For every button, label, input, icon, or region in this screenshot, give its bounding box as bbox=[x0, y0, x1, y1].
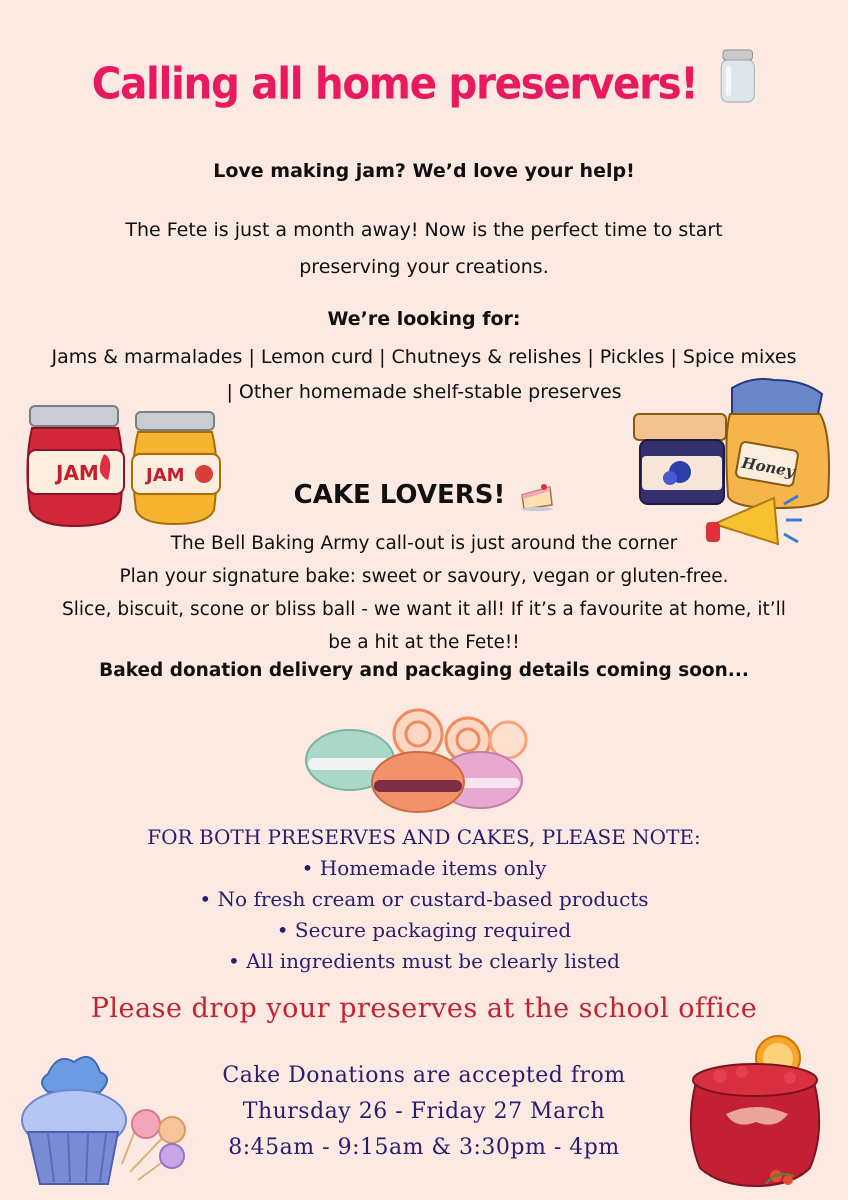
donation-dates: Thursday 26 - Friday 27 March bbox=[242, 1099, 606, 1124]
macarons-illustration bbox=[300, 700, 540, 818]
looking-for-list: Jams & marmalades | Lemon curd | Chutneys & relishes | Pickles | Spice mixes | Other homemade shelf-stable preserves bbox=[51, 346, 797, 403]
cake-line-1: The Bell Baking Army call-out is just around the corner bbox=[170, 533, 678, 554]
jam-label-2: JAM bbox=[146, 465, 185, 486]
looking-for-heading: We’re looking for: bbox=[327, 308, 521, 330]
cake-title-text: CAKE LOVERS! bbox=[293, 480, 506, 510]
cake-delivery-note: Baked donation delivery and packaging details coming soon... bbox=[99, 660, 749, 681]
intro-text: The Fete is just a month away! Now is the perfect time to start preserving your creations. bbox=[125, 219, 723, 278]
note-item-3: • Secure packaging required bbox=[276, 918, 572, 942]
note-title: FOR BOTH PRESERVES AND CAKES, PLEASE NOTE: bbox=[147, 825, 701, 849]
drop-off-instruction: Please drop your preserves at the school office bbox=[90, 993, 758, 1024]
cake-lovers-heading bbox=[0, 480, 848, 511]
jar-emoji-icon bbox=[719, 48, 756, 125]
cake-slice-icon bbox=[520, 481, 554, 511]
cake-line-2: Plan your signature bake: sweet or savoury, vegan or gluten-free. bbox=[119, 566, 729, 587]
title-text: Calling all home preservers! bbox=[91, 58, 698, 110]
cake-line-3: Slice, biscuit, scone or bliss ball - we want it all! If it’s a favourite at home, it’ll be a hit at the Fete!! bbox=[62, 599, 786, 653]
note-section bbox=[0, 822, 848, 977]
cake-body bbox=[60, 527, 788, 659]
honey-label: Honey bbox=[740, 453, 796, 481]
jam-jars-illustration bbox=[18, 392, 230, 532]
help-heading: Love making jam? We’d love your help! bbox=[213, 160, 635, 182]
note-item-1: • Homemade items only bbox=[301, 856, 547, 880]
note-item-2: • No fresh cream or custard-based products bbox=[199, 887, 649, 911]
jam-pot-illustration bbox=[680, 1030, 830, 1190]
page-title bbox=[34, 48, 814, 118]
note-item-4: • All ingredients must be clearly listed bbox=[227, 949, 620, 973]
jam-label-1: JAM bbox=[56, 461, 99, 485]
donation-hours: 8:45am - 9:15am & 3:30pm - 4pm bbox=[228, 1135, 620, 1160]
donation-line-1: Cake Donations are accepted from bbox=[222, 1063, 626, 1088]
